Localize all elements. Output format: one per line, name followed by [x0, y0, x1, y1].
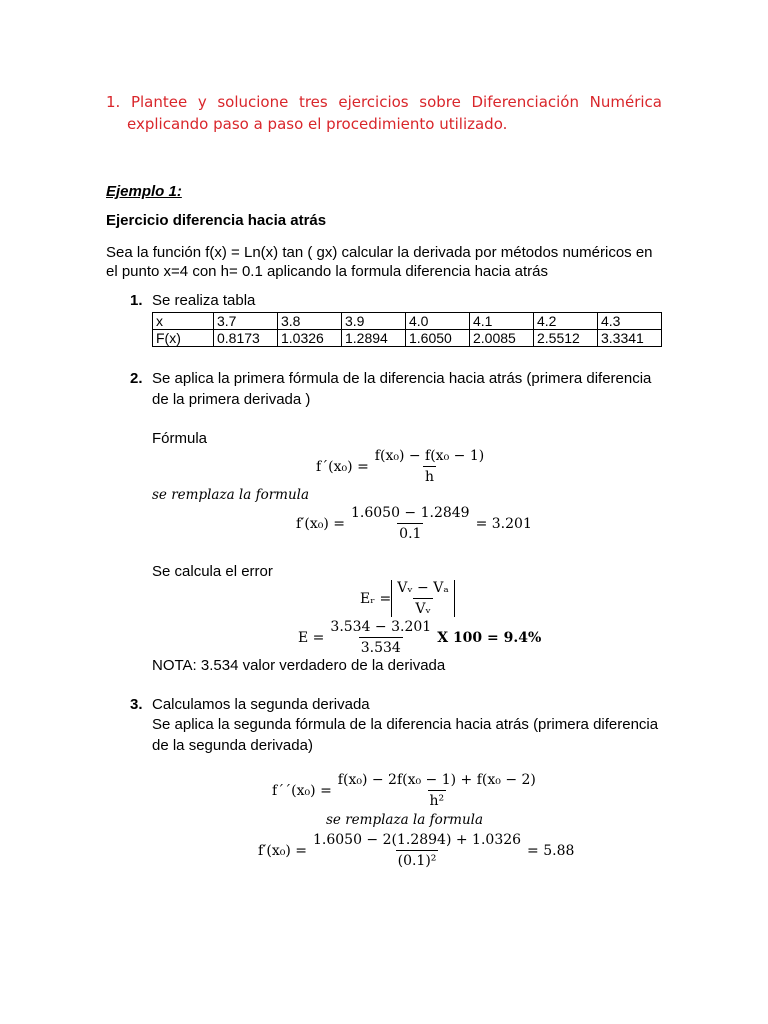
substitution-lhs: f′(x₀) = — [296, 515, 345, 532]
formula-fraction — [373, 448, 486, 485]
task-word: solucione — [217, 93, 289, 111]
replace-label: se remplaza la formula — [152, 487, 310, 503]
table-cell: x — [153, 313, 214, 330]
formula-denominator: h — [423, 466, 436, 485]
note-text: NOTA: 3.534 valor verdadero de la derivada — [152, 657, 446, 674]
error-numerator: Vᵥ − Vₐ — [397, 580, 449, 596]
substitution-fraction — [349, 505, 472, 542]
formula2-fraction — [336, 772, 538, 809]
error-computation-lhs: E = — [298, 629, 325, 646]
error-computation-numerator: 3.534 − 3.201 — [330, 619, 432, 635]
substitution2-numerator: 1.6050 − 2(1.2894) + 1.0326 — [312, 832, 522, 848]
table-cell: F(x) — [153, 330, 214, 347]
step-3-number: 3. — [130, 696, 143, 713]
table-cell: 3.7 — [214, 313, 278, 330]
table-cell: 2.5512 — [534, 330, 598, 347]
step-1-number: 1. — [130, 292, 143, 309]
task-word: Diferenciación — [471, 93, 579, 111]
formula-numerator: f(x₀) − f(x₀ − 1) — [374, 448, 485, 464]
substitution2-result: = 5.88 — [527, 842, 575, 859]
error-label: Se calcula el error — [152, 563, 273, 580]
example-heading: Ejemplo 1: — [106, 183, 182, 200]
task-word: ejercicios — [338, 93, 409, 111]
error-computation — [298, 619, 541, 656]
task-word: Plantee — [130, 93, 188, 111]
table-row-fx — [153, 330, 662, 347]
second-derivative-formula — [272, 772, 542, 809]
table-cell: 4.0 — [406, 313, 470, 330]
error-fraction — [395, 580, 450, 617]
table-cell: 0.8173 — [214, 330, 278, 347]
values-table — [152, 312, 662, 347]
task-line-2: explicando paso a paso el procedimiento utilizado. — [127, 115, 508, 133]
task-line-1 — [106, 91, 662, 113]
replace-label-2: se remplaza la formula — [326, 812, 484, 828]
formula2-numerator: f(x₀) − 2f(x₀ − 1) + f(x₀ − 2) — [337, 772, 536, 788]
substitution-denominator: 0.1 — [397, 523, 423, 542]
error-computation-result: X 100 = 9.4% — [437, 629, 542, 646]
exercise-heading: Ejercicio diferencia hacia atrás — [106, 212, 327, 229]
table-cell: 3.3341 — [598, 330, 662, 347]
substitution2-fraction — [311, 832, 523, 869]
table-cell: 1.2894 — [342, 330, 406, 347]
formula2-denominator: h² — [428, 790, 447, 809]
table-cell: 4.2 — [534, 313, 598, 330]
step-3-line-1: Calculamos la segunda derivada — [152, 696, 370, 713]
intro-line-2: el punto x=4 con h= 0.1 aplicando la formula diferencia hacia atrás — [106, 263, 548, 280]
step-2-line-1: Se aplica la primera fórmula de la diferencia hacia atrás (primera diferencia — [152, 370, 652, 387]
formula-lhs: f´(x₀) = — [316, 458, 369, 475]
second-derivative-substitution — [258, 832, 574, 869]
table-cell: 2.0085 — [470, 330, 534, 347]
formula-label: Fórmula — [152, 430, 208, 447]
table-cell: 3.9 — [342, 313, 406, 330]
absolute-value — [391, 580, 454, 617]
step-1-text: Se realiza tabla — [152, 292, 256, 309]
table-cell: 4.1 — [470, 313, 534, 330]
relative-error-formula — [360, 580, 455, 617]
substitution-numerator: 1.6050 − 1.2849 — [350, 505, 470, 521]
task-word: y — [197, 93, 207, 111]
table-cell: 1.6050 — [406, 330, 470, 347]
intro-line-1: Sea la función f(x) = Ln(x) tan ( gx) calcular la derivada por métodos numéricos en — [106, 244, 653, 261]
step-3-line-3: de la segunda derivada) — [152, 737, 313, 754]
error-denominator: Vᵥ — [413, 598, 432, 617]
task-word: Numérica — [589, 93, 662, 111]
substitution-result: = 3.201 — [475, 515, 532, 532]
substitution2-lhs: f′(x₀) = — [258, 842, 307, 859]
task-word: sobre — [419, 93, 461, 111]
table-cell: 4.3 — [598, 313, 662, 330]
error-lhs: Eᵣ = — [360, 590, 392, 607]
first-derivative-substitution — [296, 505, 532, 542]
step-3-line-2: Se aplica la segunda fórmula de la diferencia hacia atrás (primera diferencia — [152, 716, 659, 733]
task-word: tres — [298, 93, 328, 111]
table-row-x — [153, 313, 662, 330]
first-derivative-formula — [316, 448, 490, 485]
step-2-number: 2. — [130, 370, 143, 387]
task-word: 1. — [106, 93, 121, 111]
table-cell: 1.0326 — [278, 330, 342, 347]
table-cell: 3.8 — [278, 313, 342, 330]
step-2-line-2: de la primera derivada ) — [152, 391, 311, 408]
substitution2-denominator: (0.1)² — [396, 850, 439, 869]
error-computation-fraction — [328, 619, 433, 656]
formula2-lhs: f´´(x₀) = — [272, 782, 332, 799]
error-computation-denominator: 3.534 — [359, 637, 403, 656]
